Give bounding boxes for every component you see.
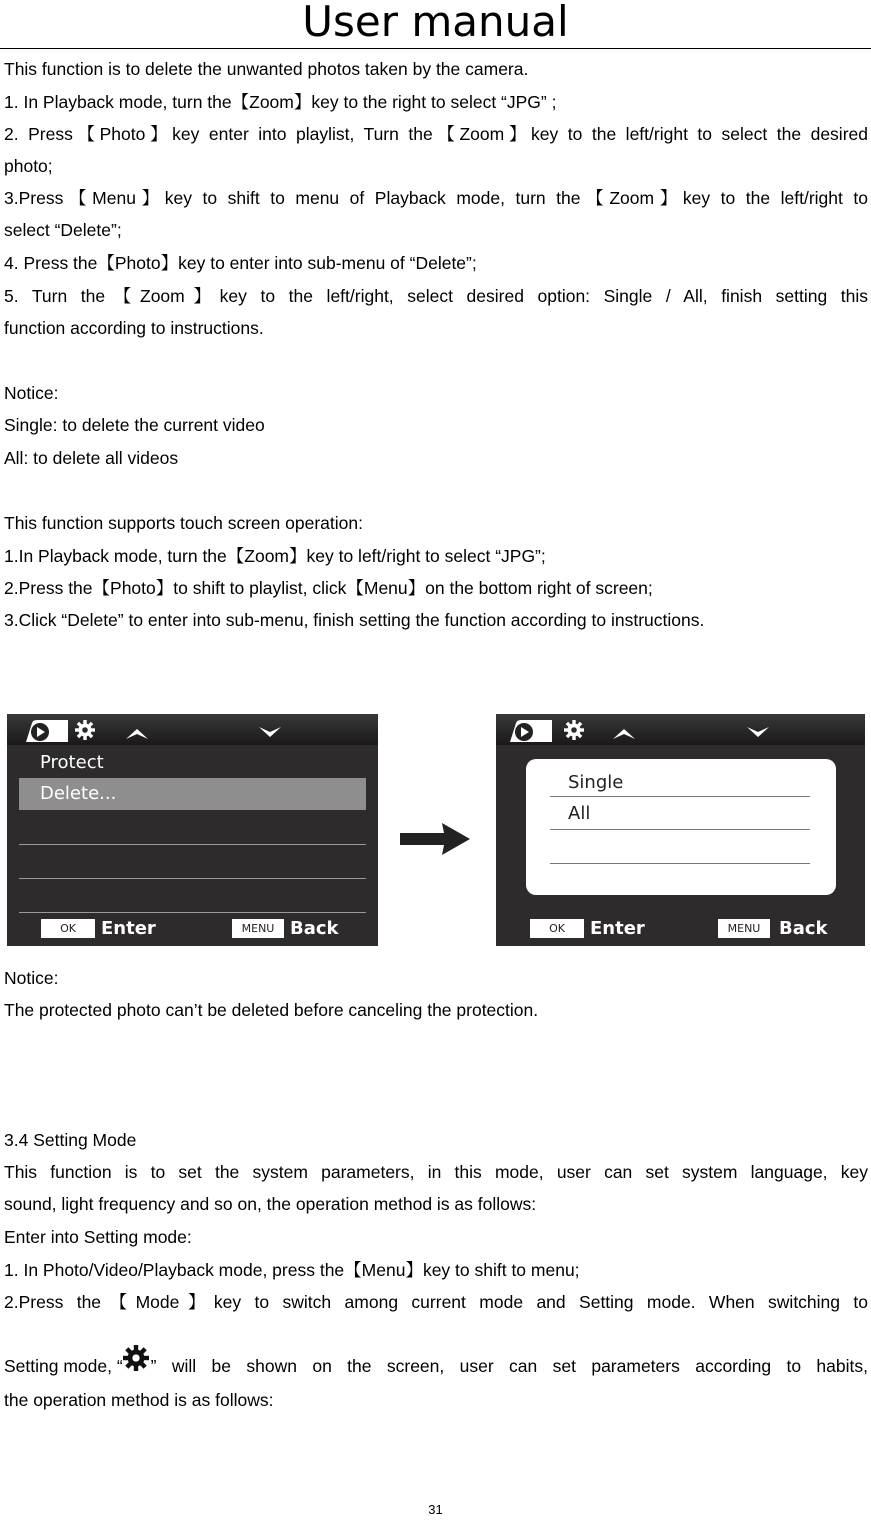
chevron-up-icon bbox=[126, 726, 148, 744]
chevron-down-icon bbox=[747, 726, 769, 744]
touch-step: 1.In Playback mode, turn the【Zoom】key to left/right to select “JPG”; bbox=[4, 546, 546, 566]
setting-step-with-icon bbox=[4, 1345, 868, 1377]
notice-line: All: to delete all videos bbox=[4, 448, 179, 468]
notice-line: Single: to delete the current video bbox=[4, 415, 265, 435]
chevron-up-icon bbox=[613, 726, 635, 744]
divider bbox=[550, 796, 810, 797]
back-label: Back bbox=[779, 918, 828, 939]
arrow-right-icon bbox=[400, 822, 470, 861]
setting-step-text: Setting mode, “ bbox=[4, 1356, 123, 1376]
step-line: 1. In Playback mode, turn the【Zoom】key to the right to select “JPG” ; bbox=[4, 92, 557, 112]
step-line: 4. Press the【Photo】key to enter into sub-menu of “Delete”; bbox=[4, 253, 477, 273]
notice-text: The protected photo can’t be deleted before canceling the protection. bbox=[4, 1000, 539, 1020]
step-line: 5. Turn the【Zoom】key to the left/right, select desired option: Single / All, finish setting this bbox=[4, 286, 868, 306]
setting-step: 1. In Photo/Video/Playback mode, press the【Menu】key to shift to menu; bbox=[4, 1260, 580, 1280]
divider bbox=[550, 829, 810, 830]
step-line: function according to instructions. bbox=[4, 318, 264, 338]
ok-button[interactable]: OK bbox=[530, 919, 584, 938]
setting-enter: Enter into Setting mode: bbox=[4, 1227, 192, 1247]
step-line: 3.Press【Menu】key to shift to menu of Playback mode, turn the【Zoom】key to the left/right to bbox=[4, 188, 868, 208]
page-number: 31 bbox=[428, 1502, 443, 1517]
playback-icon bbox=[26, 720, 68, 747]
setting-paragraph: This function is to set the system parameters, in this mode, user can set system language, key bbox=[4, 1162, 868, 1182]
divider bbox=[550, 863, 810, 864]
setting-paragraph: sound, light frequency and so on, the operation method is as follows: bbox=[4, 1194, 537, 1214]
enter-label: Enter bbox=[590, 918, 645, 939]
menu-button[interactable]: MENU bbox=[232, 919, 284, 938]
touch-step: 2.Press the【Photo】to shift to playlist, click【Menu】on the bottom right of screen; bbox=[4, 578, 653, 598]
setting-step: the operation method is as follows: bbox=[4, 1390, 274, 1410]
title-rule bbox=[0, 48, 871, 49]
page-title: User manual bbox=[302, 0, 569, 46]
notice-label: Notice: bbox=[4, 968, 59, 988]
gear-icon bbox=[123, 1345, 149, 1371]
menu-item-protect[interactable]: Protect bbox=[40, 752, 104, 773]
notice-label: Notice: bbox=[4, 383, 59, 403]
touch-step: 3.Click “Delete” to enter into sub-menu, finish setting the function according to instructions. bbox=[4, 610, 705, 630]
playback-icon bbox=[510, 720, 552, 747]
setting-step: 2.Press the【Mode】key to switch among current mode and Setting mode. When switching to bbox=[4, 1292, 868, 1312]
menu-button[interactable]: MENU bbox=[718, 919, 770, 938]
ok-button[interactable]: OK bbox=[41, 919, 95, 938]
chevron-down-icon bbox=[259, 726, 281, 744]
delete-options-popup bbox=[526, 759, 836, 895]
divider bbox=[19, 912, 366, 913]
touch-intro: This function supports touch screen operation: bbox=[4, 513, 363, 533]
option-all[interactable]: All bbox=[568, 803, 591, 824]
camera-screen-submenu bbox=[496, 714, 865, 946]
section-heading: 3.4 Setting Mode bbox=[4, 1130, 137, 1150]
setting-step-text: ” will be shown on the screen, user can set parameters according to habits, bbox=[150, 1356, 868, 1376]
divider bbox=[19, 878, 366, 879]
gear-icon bbox=[75, 720, 95, 745]
step-line: photo; bbox=[4, 156, 53, 176]
option-single[interactable]: Single bbox=[568, 772, 624, 793]
camera-screen-menu bbox=[7, 714, 378, 946]
delete-intro: This function is to delete the unwanted photos taken by the camera. bbox=[4, 59, 529, 79]
enter-label: Enter bbox=[101, 918, 156, 939]
step-line: select “Delete”; bbox=[4, 220, 122, 240]
divider bbox=[19, 844, 366, 845]
menu-item-delete[interactable]: Delete... bbox=[40, 783, 117, 804]
step-line: 2. Press【Photo】key enter into playlist, Turn the【Zoom】key to the left/right to select the desired bbox=[4, 124, 868, 144]
gear-icon bbox=[564, 720, 584, 745]
back-label: Back bbox=[290, 918, 339, 939]
